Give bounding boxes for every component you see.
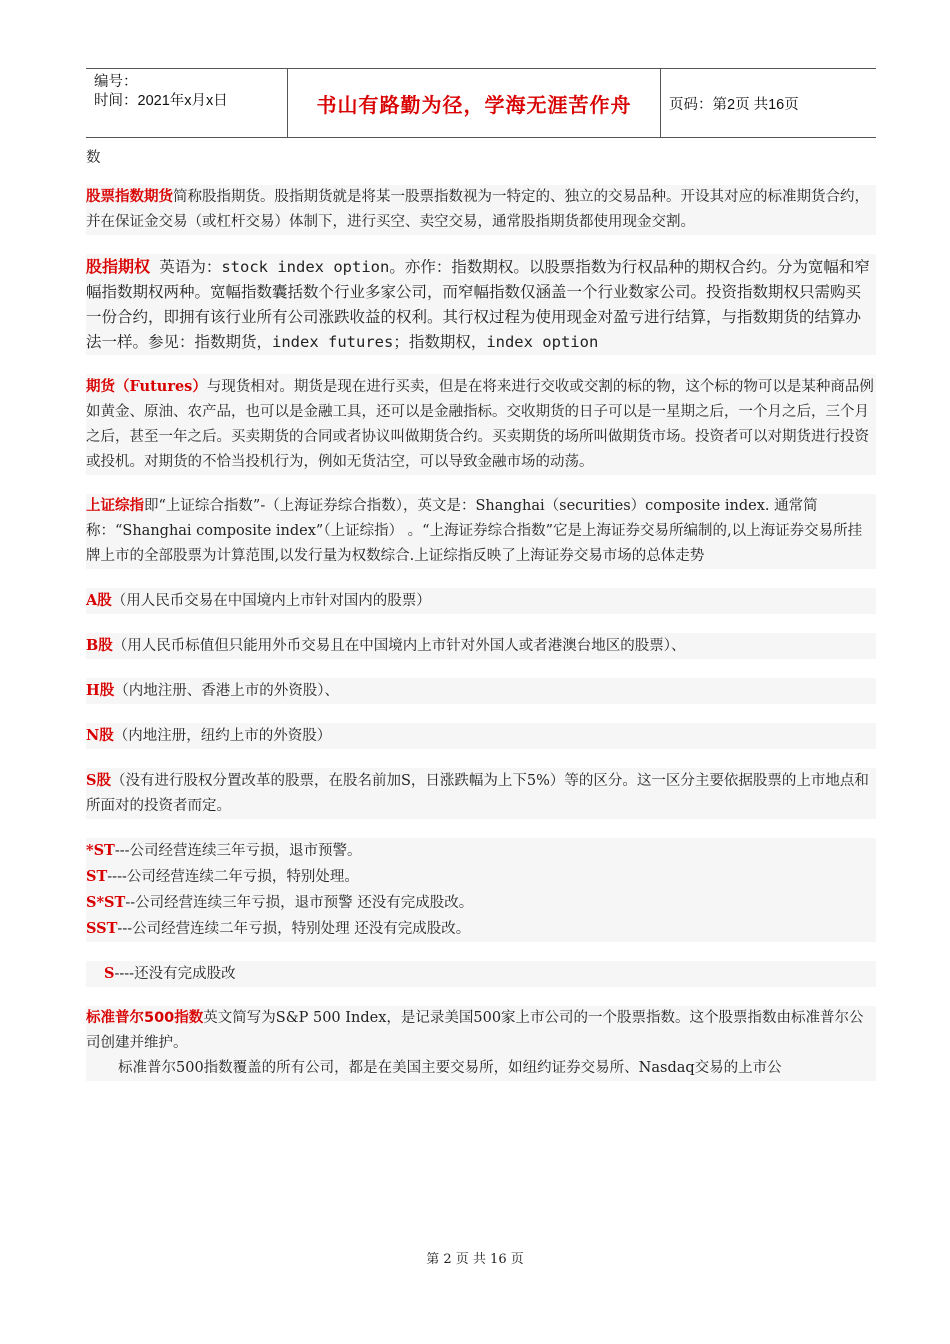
term-stock-index-futures: 股票指数期货 (86, 189, 173, 205)
definition-text: （没有进行股权分置改革的股票，在股名前加S，日涨跌幅为上下5%）等的区分。这一区分主要依据股票的上市地点和所面对的投资者而定。 (86, 773, 869, 814)
doc-time-label: 时间：2021年x月x日 (94, 93, 228, 109)
list-item (86, 864, 876, 890)
definition-text: 即“上证综合指数”-（上海证券综合指数），英文是：Shanghai（securities）composite index. 通常简称：“Shanghai composite index”（上证综指） 。“上海证券综合指数”它是上海证券交易所编制的,以上海证券交易所挂牌上市的全部股票为计算范围,以发行量为权数综合.上证综指反映了上海证券交易市场的总体走势 (86, 498, 863, 564)
term-s-star-st: S*ST (86, 894, 126, 911)
definition-text: --公司经营连续三年亏损，退市预警 还没有完成股改。 (125, 895, 474, 911)
continuation-fragment: 数 (86, 150, 101, 166)
page-header (86, 68, 876, 138)
doc-number-label: 编号： (94, 74, 138, 90)
sp500-definition (86, 1006, 876, 1056)
sp500-continuation: 标准普尔500指数覆盖的所有公司，都是在美国主要交易所，如纽约证券交易所、Nasdaq交易的上市公 (118, 1060, 782, 1076)
definition-text: 英语为：stock index option。亦作：指数期权。以股票指数为行权品种的期权合约。分为宽幅和窄幅指数期权两种。宽幅指数囊括数个行业多家公司，而窄幅指数仅涵盖一个行业数家公司。投资指数期权只需购买一份合约，即拥有该行业所有公司涨跌收益的权利。其行权过程为使用现金对盈亏进行结算，与指数期货的结算办法一样。参见：指数期货，index futures；指数期权，index option (86, 258, 870, 351)
definition-text: （内地注册，纽约上市的外资股） (113, 728, 332, 744)
term-s: S (104, 965, 115, 982)
paragraph-n-share (86, 723, 876, 749)
term-sp500: 标准普尔500指数 (86, 1010, 204, 1026)
paragraph-a-share (86, 588, 876, 614)
definition-text: ----还没有完成股改 (114, 966, 236, 982)
definition-text: ----公司经营连续二年亏损，特别处理。 (107, 869, 359, 885)
list-item (86, 838, 876, 864)
definition-text: （用人民币标值但只能用外币交易且在中国境内上市针对外国人或者港澳台地区的股票）、 (112, 638, 686, 654)
term-futures: 期货（Futures） (86, 378, 207, 395)
paragraph-futures (86, 374, 876, 475)
term-n-share: N股 (86, 727, 114, 744)
header-meta (94, 73, 289, 111)
paragraph-stock-index-option (86, 254, 876, 355)
term-h-share: H股 (86, 682, 115, 699)
term-s-share: S股 (86, 772, 111, 789)
paragraph-shanghai-composite (86, 494, 876, 569)
header-motto-cell (287, 69, 661, 137)
st-list (86, 838, 876, 942)
definition-text: （用人民币交易在中国境内上市针对国内的股票） (111, 593, 431, 609)
paragraph-stock-index-futures (86, 185, 876, 235)
header-motto: 书山有路勤为径，学海无涯苦作舟 (316, 92, 632, 117)
definition-text: （内地注册、香港上市的外资股）、 (114, 683, 339, 699)
term-a-share: A股 (86, 592, 112, 609)
term-st: ST (86, 868, 108, 885)
paragraph-s-share (86, 768, 876, 819)
term-stock-index-option: 股指期权 (86, 257, 151, 276)
paragraph-s-no-reform (86, 961, 876, 987)
term-shanghai-composite: 上证综指 (86, 498, 144, 514)
paragraph-h-share (86, 678, 876, 704)
list-item (86, 890, 876, 916)
definition-text: 简称股指期货。股指期货就是将某一股票指数视为一特定的、独立的交易品种。开设其对应的标准期货合约，并在保证金交易（或杠杆交易）体制下，进行买空、卖空交易，通常股指期货都使用现金交割。 (86, 189, 869, 230)
page-footer: 第 2 页 共 16 页 (426, 1252, 524, 1267)
paragraph-sp500 (86, 1006, 876, 1081)
term-star-st: *ST (86, 842, 115, 859)
definition-text: 英文简写为S&P 500 Index，是记录美国500家上市公司的一个股票指数。这个股票指数由标准普尔公司创建并维护。 (86, 1010, 864, 1051)
definition-text: ---公司经营连续三年亏损，退市预警。 (114, 843, 362, 859)
definition-text: ---公司经营连续二年亏损，特别处理 还没有完成股改。 (117, 921, 471, 937)
paragraph-b-share (86, 633, 876, 659)
header-page-cell (669, 69, 799, 137)
document-body (86, 146, 876, 1081)
definition-text: 与现货相对。期货是现在进行买卖，但是在将来进行交收或交割的标的物，这个标的物可以是某种商品例如黄金、原油、农产品，也可以是金融工具，还可以是金融指标。交收期货的日子可以是一星期之后，一个月之后，三个月之后，甚至一年之后。买卖期货的合同或者协议叫做期货合约。买卖期货的场所叫做期货市场。投资者可以对期货进行投资或投机。对期货的不恰当投机行为，例如无货沽空，可以导致金融市场的动荡。 (86, 379, 874, 470)
header-page-label: 页码：第2页 共16页 (669, 96, 799, 113)
list-item (86, 916, 876, 942)
term-b-share: B股 (86, 637, 113, 654)
term-sst: SST (86, 920, 118, 937)
